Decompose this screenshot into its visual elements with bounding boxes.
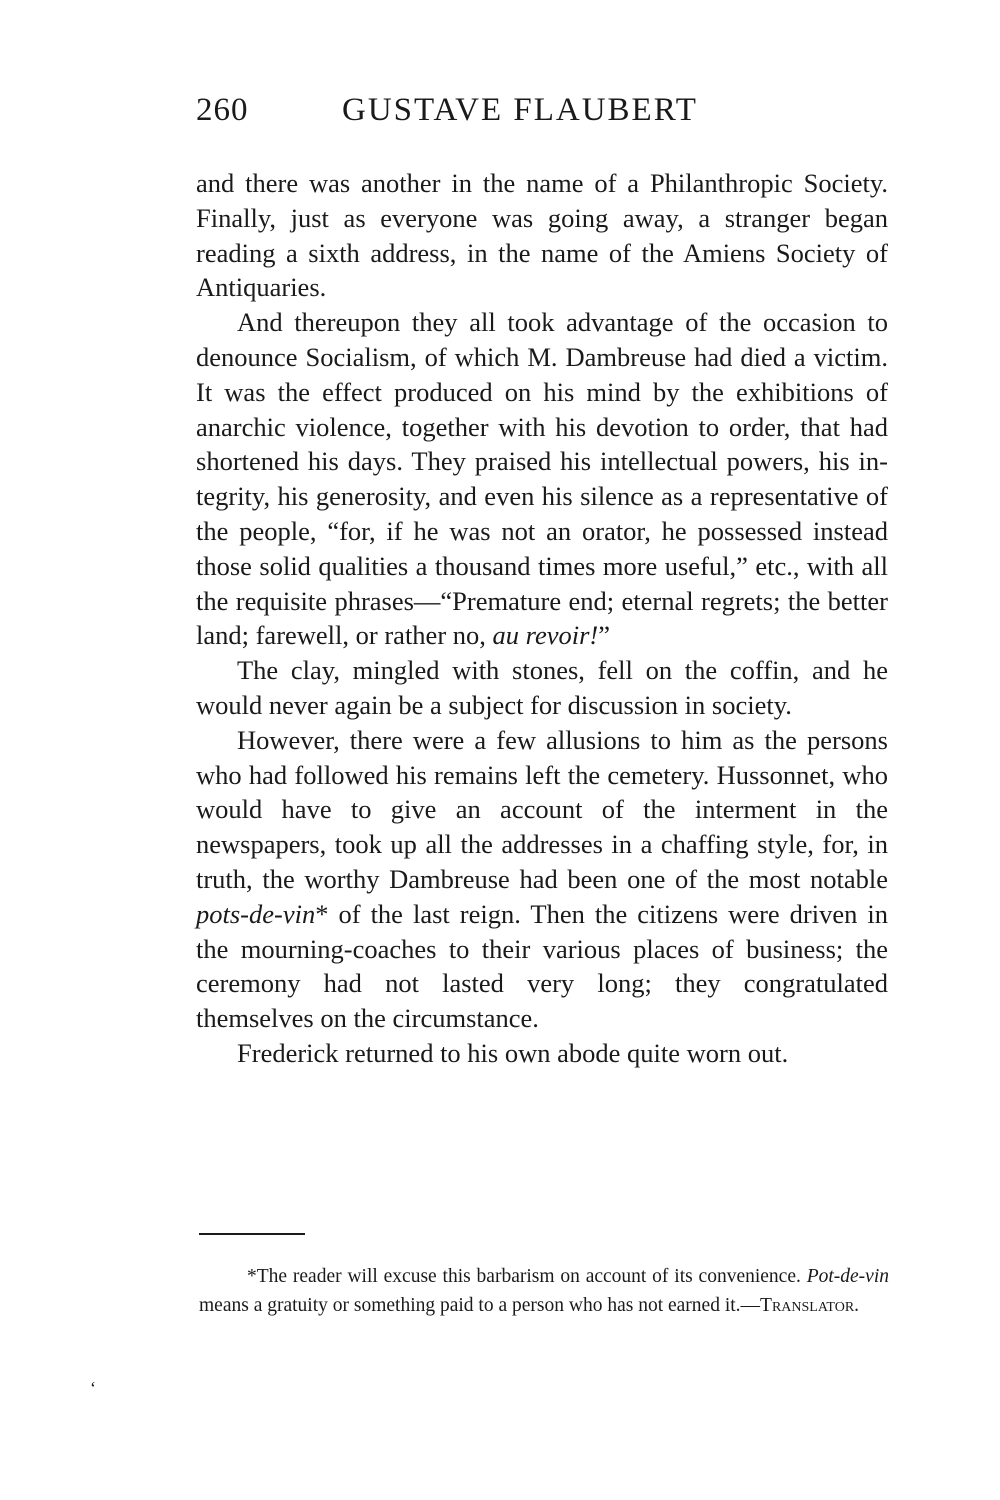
footnote-attribution: Translator. (760, 1295, 860, 1316)
paragraph-2 (196, 305, 888, 653)
footnote-marker: * (247, 1266, 257, 1287)
paragraph-2-text: And thereupon they all took advantage of the occasion to denounce Socialism, of which M. Dambreuse had died a victim. It was the effect produced on his mind by the exhibitions of anarchic violence, together with his devotion to order, that had shortened his days. They praised his intellectual powers, his integrity, his generosity, and even his silence as a representative of the people, “for, if he was not an orator, he possessed instead those solid qualities a thousand times more useful,” etc., with all the requisite phrases—“Premature end; eternal regrets; the better land; farewell, or rather no, (196, 307, 888, 651)
footnote (199, 1262, 889, 1320)
paragraph-4-text: However, there were a few allusions to him as the persons who had followed his remains left the cemetery. Hussonnet, who would have to give an account of the interment in the newspapers, took up all the addresses in a chaffing style, for, in truth, the worthy Dambreuse had been one of the most notable (196, 724, 888, 894)
margin-mark: ‘ (90, 1378, 96, 1398)
running-title: GUSTAVE FLAUBERT (342, 92, 698, 128)
paragraph-1-text: and there was another in the name of a Philanthropic Society. Finally, just as everyone was going away, a stranger began reading a sixth address, in the name of the Amiens Society of Antiquaries. (196, 168, 888, 303)
paragraph-2-italic: au revoir! (492, 620, 599, 651)
footnote-text: The reader will excuse this barbarism on account of its convenience. (256, 1266, 807, 1287)
footnote-rule (199, 1233, 305, 1235)
footnote-text-after: means a gratuity or something paid to a person who has not earned it.— (199, 1295, 761, 1316)
paragraph-5 (196, 1036, 888, 1071)
footnote-italic: Pot-de-vin (806, 1266, 889, 1287)
paragraph-3-text: The clay, mingled with stones, fell on the coffin, and he would never again be a subject for discussion in society. (196, 655, 888, 720)
paragraph-4-italic: pots-de-vin (196, 898, 316, 929)
paragraph-2-closing-quote: ” (598, 620, 611, 651)
page-number: 260 (196, 92, 249, 128)
running-head (196, 92, 796, 142)
footnote-paragraph (199, 1262, 889, 1320)
paragraph-3 (196, 653, 888, 723)
body-text (196, 166, 888, 1071)
paragraph-5-text: Frederick returned to his own abode quite worn out. (237, 1037, 789, 1068)
paragraph-1 (196, 166, 888, 305)
paragraph-4 (196, 723, 888, 1036)
paragraph-4-text-after: * of the last reign. Then the citizens were driven in the mourning-coaches to their various places of business; the ceremony had not lasted very long; they congratulated themselves on the circumstance. (196, 898, 888, 1034)
